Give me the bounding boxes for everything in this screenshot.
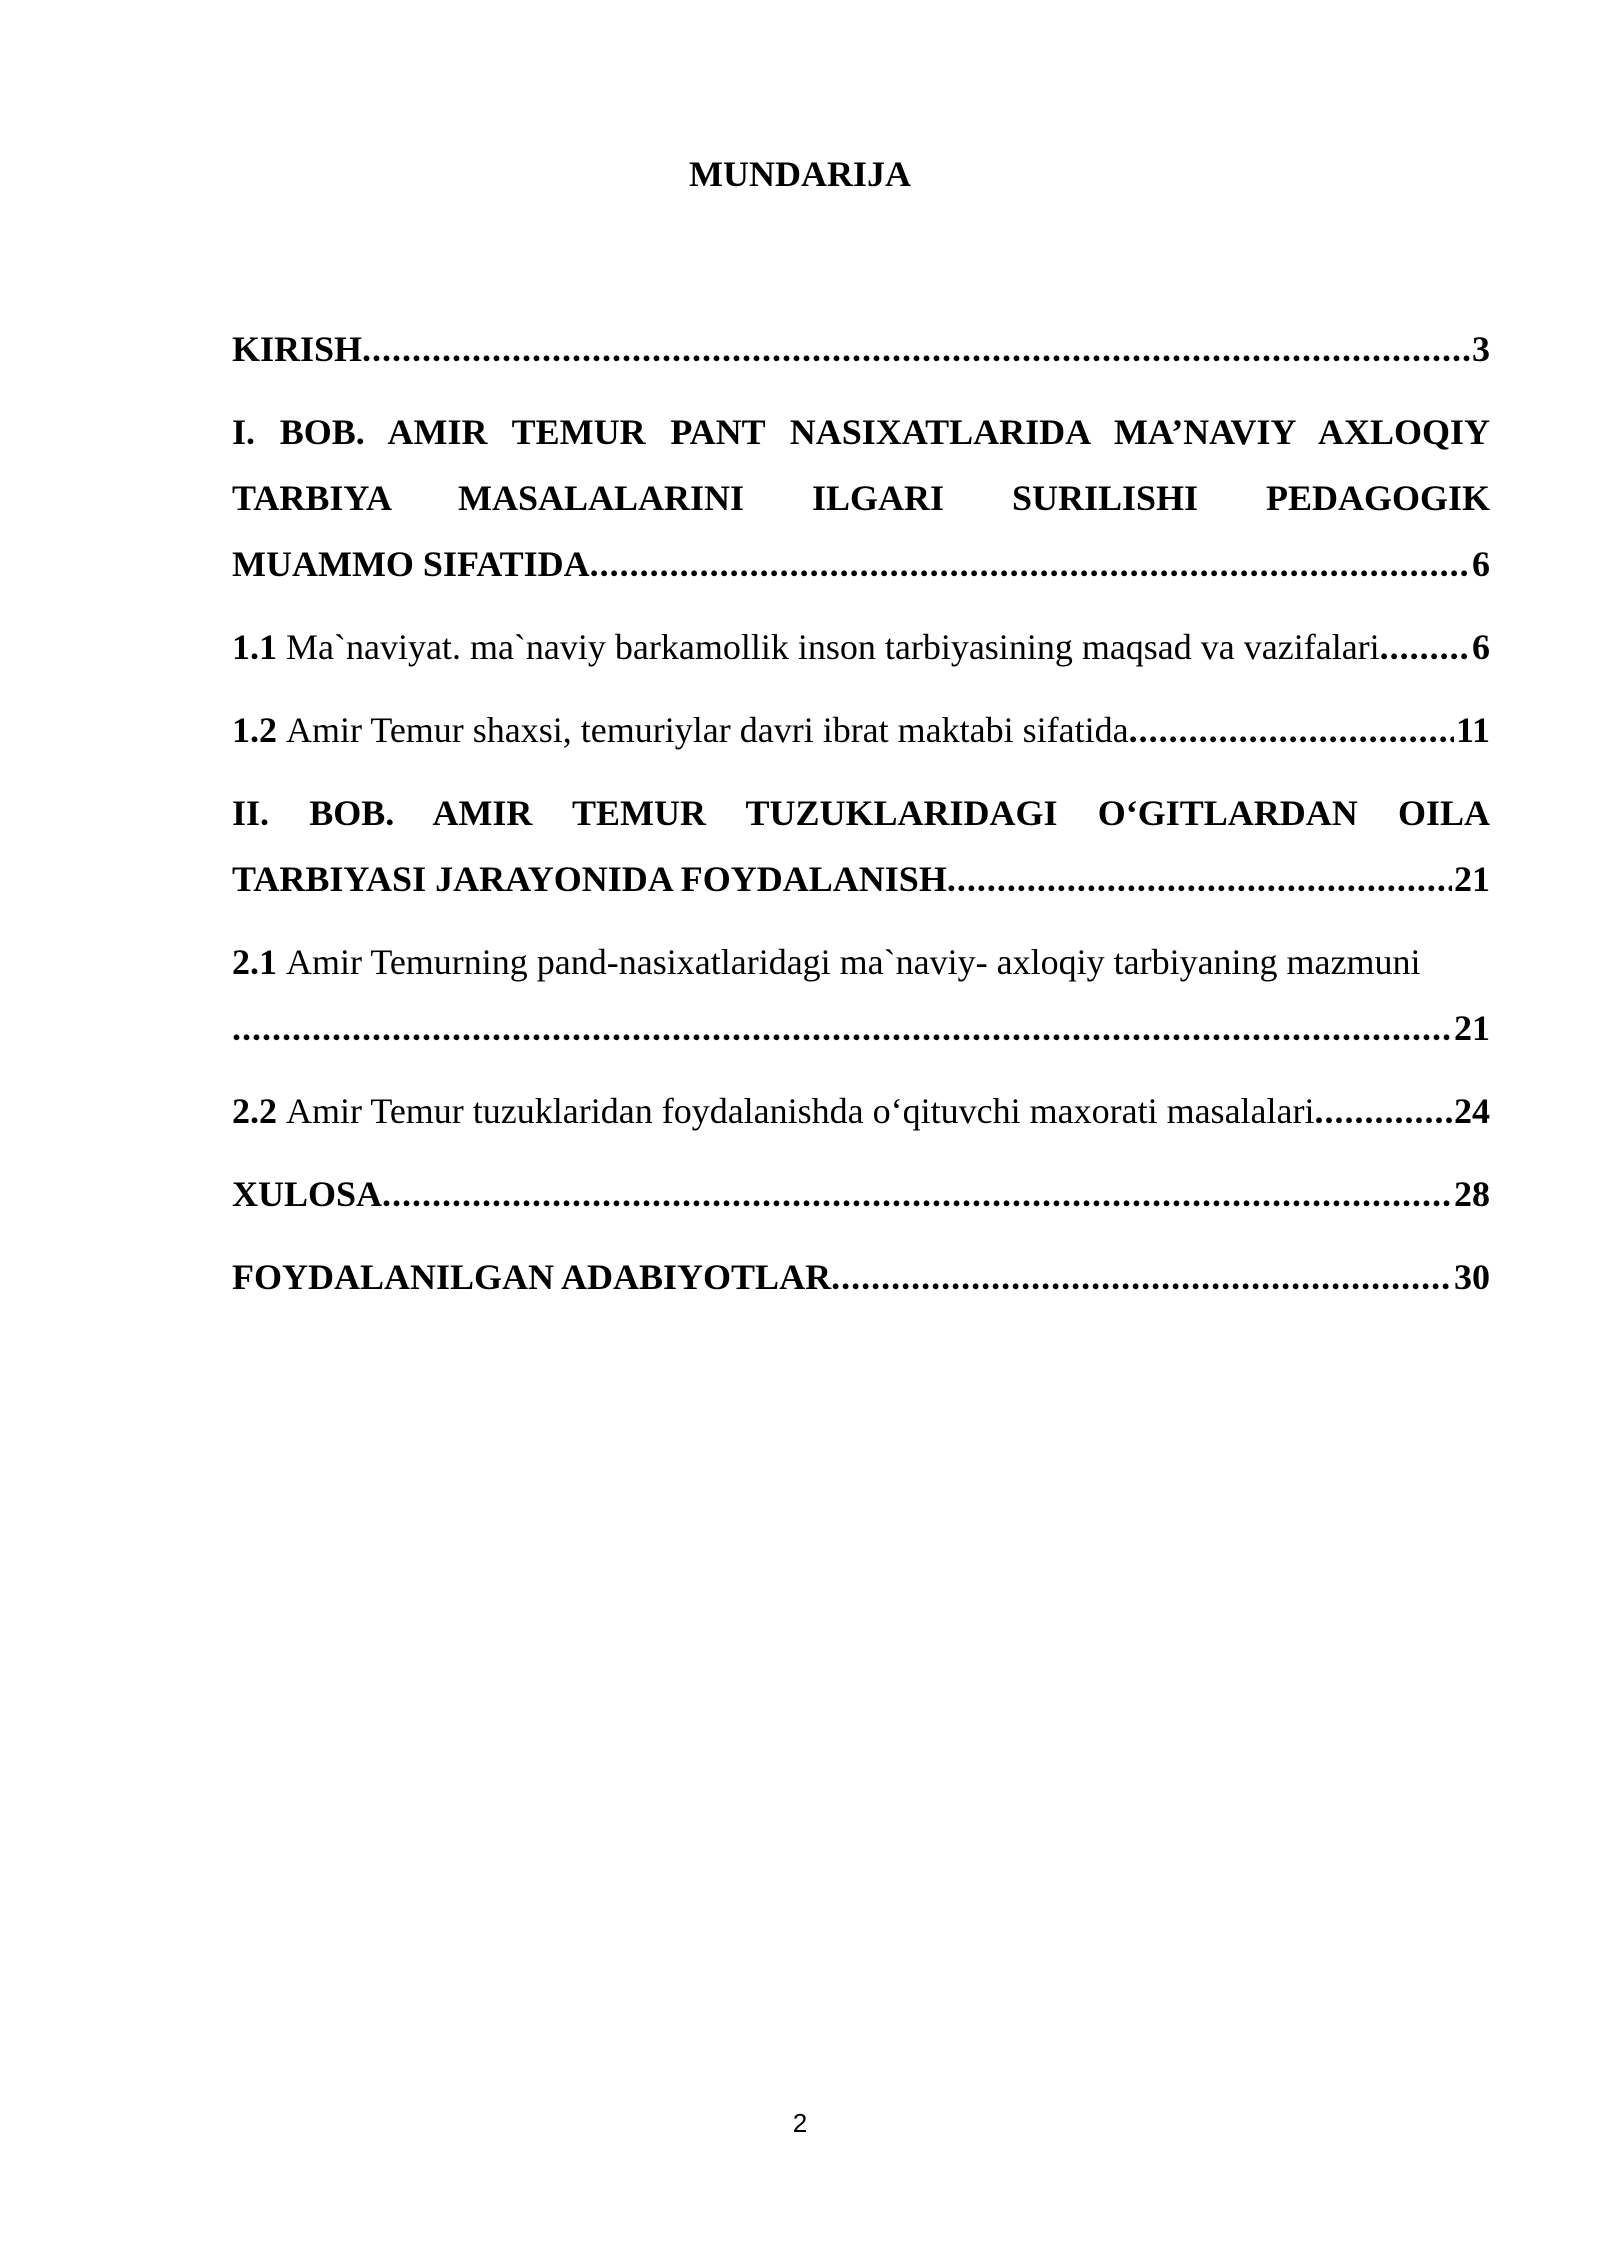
section-number: 2.2	[232, 1091, 277, 1131]
toc-entry-section-2-2[interactable]	[232, 1078, 1490, 1144]
entry-text: Amir Temurning pand-nasixatlaridagi ma`naviy- axloqiy tarbiyaning mazmuni	[286, 942, 1421, 982]
entry-page: 24	[1454, 1091, 1490, 1131]
chapter-title-line-2: TARBIYA MASALALARINI ILGARI SURILISHI PEDAGOGIK	[232, 478, 1490, 518]
entry-page: 6	[1472, 627, 1490, 667]
entry-page: 21	[1454, 859, 1490, 899]
table-of-contents	[232, 316, 1490, 1310]
entry-text: FOYDALANILGAN ADABIYOTLAR	[232, 1257, 832, 1297]
dot-leader	[1380, 614, 1470, 680]
entry-text: XULOSA	[232, 1174, 383, 1214]
dot-leader	[590, 531, 1470, 597]
toc-title: MUNDARIJA	[689, 154, 911, 194]
toc-entry-section-2-1[interactable]	[232, 929, 1490, 1061]
section-number: 1.1	[232, 627, 277, 667]
toc-entry-chapter-1[interactable]	[232, 399, 1490, 597]
dot-leader	[831, 1244, 1452, 1310]
dot-leader	[382, 1161, 1452, 1227]
entry-text: Ma`naviyat. ma`naviy barkamollik inson tarbiyasining maqsad va vazifalari	[286, 627, 1380, 667]
toc-entry-section-1-1[interactable]	[232, 614, 1490, 680]
entry-page: 11	[1455, 710, 1490, 750]
dot-leader	[1315, 1078, 1453, 1144]
chapter-title-line-2: TARBIYASI JARAYONIDA FOYDALANISH	[232, 859, 947, 899]
dot-leader	[947, 846, 1452, 912]
entry-text: Amir Temur shaxsi, temuriylar davri ibrat maktabi sifatida	[286, 710, 1129, 750]
toc-entry-xulosa[interactable]	[232, 1161, 1490, 1227]
entry-page: 6	[1472, 544, 1490, 584]
page-number: 2	[792, 2108, 808, 2138]
section-number: 2.1	[232, 942, 277, 982]
toc-entry-kirish[interactable]	[232, 316, 1490, 382]
chapter-title-line-1: I. BOB. AMIR TEMUR PANT NASIXATLARIDA MA’NAVIY AXLOQIY	[232, 412, 1490, 452]
dot-leader	[362, 316, 1470, 382]
entry-page: 30	[1454, 1257, 1490, 1297]
entry-page: 28	[1454, 1174, 1490, 1214]
entry-page: 3	[1472, 329, 1490, 369]
dot-leader	[1129, 697, 1454, 763]
entry-text: KIRISH	[232, 329, 363, 369]
section-number: 1.2	[232, 710, 277, 750]
chapter-title-line-1: II. BOB. AMIR TEMUR TUZUKLARIDAGI O‘GITLARDAN OILA	[232, 793, 1490, 833]
toc-entry-chapter-2[interactable]	[232, 780, 1490, 912]
dot-leader	[232, 995, 1452, 1061]
entry-page: 21	[1454, 1008, 1490, 1048]
toc-entry-section-1-2[interactable]	[232, 697, 1490, 763]
toc-entry-adabiyotlar[interactable]	[232, 1244, 1490, 1310]
chapter-title-line-3: MUAMMO SIFATIDA	[232, 544, 590, 584]
entry-text: Amir Temur tuzuklaridan foydalanishda o‘qituvchi maxorati masalalari	[286, 1091, 1315, 1131]
